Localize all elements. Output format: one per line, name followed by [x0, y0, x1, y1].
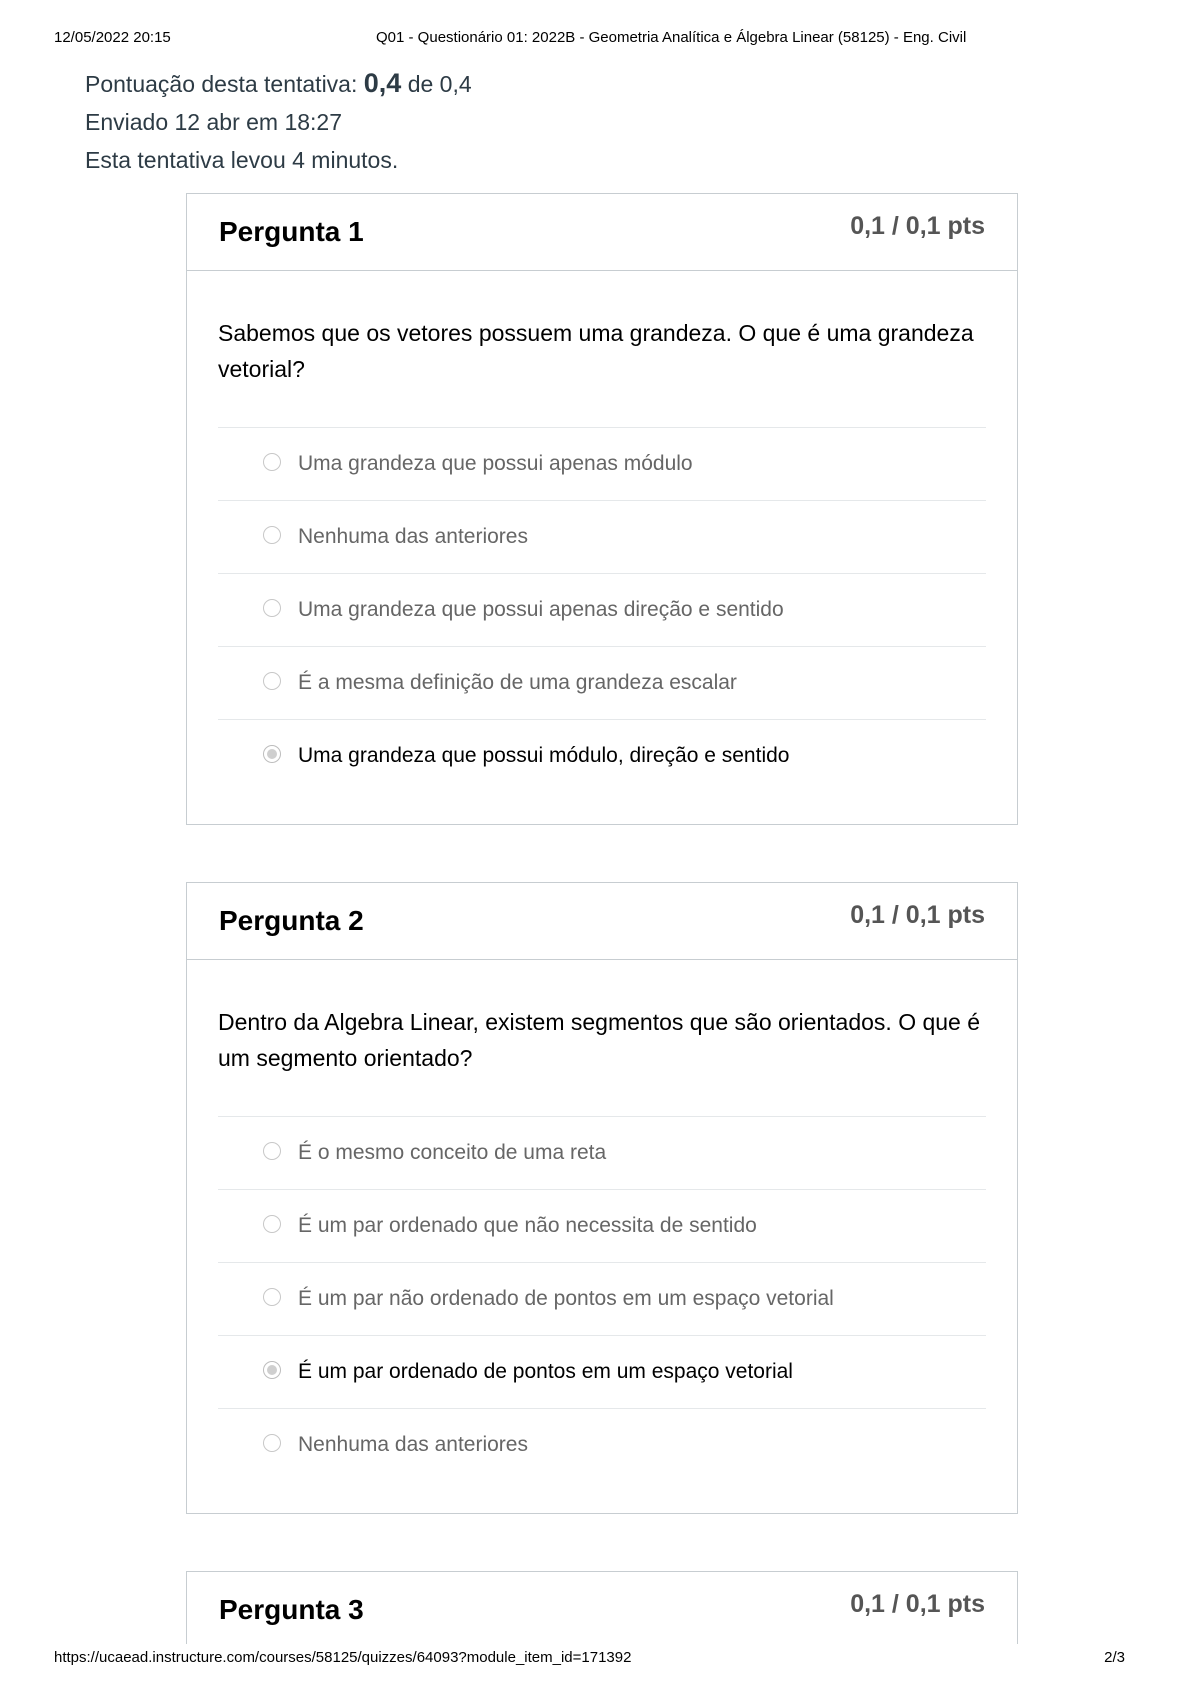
answer-label: Uma grandeza que possui apenas módulo — [298, 452, 693, 475]
question-text: Dentro da Algebra Linear, existem segmentos que são orientados. O que é um segmento orientado? — [218, 1009, 981, 1071]
attempt-score — [85, 64, 472, 103]
answer-label: Uma grandeza que possui apenas direção e sentido — [298, 598, 784, 621]
answer-label: Nenhuma das anteriores — [298, 1433, 528, 1456]
page-number: 2/3 — [1104, 1649, 1125, 1666]
radio-button-checked[interactable] — [263, 1361, 281, 1379]
answer-option[interactable] — [218, 1190, 986, 1263]
question-title: Pergunta 1 — [219, 216, 364, 247]
radio-button-checked[interactable] — [263, 745, 281, 763]
question-header — [187, 194, 1017, 271]
print-date: 12/05/2022 20:15 — [54, 29, 171, 46]
question-header — [187, 1572, 1017, 1644]
question-points: 0,1 / 0,1 pts — [850, 212, 985, 240]
answer-option-selected[interactable] — [218, 1336, 986, 1409]
question-header — [187, 883, 1017, 960]
answer-label: É a mesma definição de uma grandeza escalar — [298, 671, 737, 694]
score-total: de 0,4 — [407, 71, 472, 97]
score-value: 0,4 — [363, 68, 402, 98]
radio-button[interactable] — [263, 1288, 281, 1306]
radio-button[interactable] — [263, 1142, 281, 1160]
print-url: https://ucaead.instructure.com/courses/58125/quizzes/64093?module_item_id=171392 — [54, 1649, 632, 1666]
attempt-duration: Esta tentativa levou 4 minutos. — [85, 147, 399, 173]
score-label: Pontuação desta tentativa: — [85, 71, 358, 97]
question-title: Pergunta 3 — [219, 1594, 364, 1625]
answer-option[interactable] — [218, 428, 986, 501]
question-2 — [186, 882, 1018, 1514]
radio-button[interactable] — [263, 1215, 281, 1233]
answer-label: É um par não ordenado de pontos em um espaço vetorial — [298, 1287, 834, 1310]
answer-label: É um par ordenado de pontos em um espaço vetorial — [298, 1360, 793, 1383]
answer-list — [218, 1116, 986, 1481]
print-header — [54, 29, 1137, 51]
radio-button[interactable] — [263, 526, 281, 544]
submitted-time: Enviado 12 abr em 18:27 — [85, 109, 343, 135]
question-1 — [186, 193, 1018, 825]
print-page-title: Q01 - Questionário 01: 2022B - Geometria Analítica e Álgebra Linear (58125) - Eng. Civil — [376, 29, 967, 46]
question-points: 0,1 / 0,1 pts — [850, 1590, 985, 1618]
radio-button[interactable] — [263, 453, 281, 471]
question-title: Pergunta 2 — [219, 905, 364, 936]
answer-label: É um par ordenado que não necessita de sentido — [298, 1214, 757, 1237]
answer-label: Uma grandeza que possui módulo, direção e sentido — [298, 744, 790, 767]
question-text: Sabemos que os vetores possuem uma grandeza. O que é uma grandeza vetorial? — [218, 320, 974, 382]
answer-label: É o mesmo conceito de uma reta — [298, 1141, 607, 1164]
answer-label: Nenhuma das anteriores — [298, 525, 528, 548]
radio-button[interactable] — [263, 1434, 281, 1452]
answer-option[interactable] — [218, 1409, 986, 1481]
radio-button[interactable] — [263, 599, 281, 617]
answer-option[interactable] — [218, 574, 986, 647]
print-footer — [54, 1649, 1137, 1671]
answer-option[interactable] — [218, 1263, 986, 1336]
question-points: 0,1 / 0,1 pts — [850, 901, 985, 929]
radio-button[interactable] — [263, 672, 281, 690]
attempt-summary — [85, 64, 472, 179]
answer-option[interactable] — [218, 1117, 986, 1190]
answer-list — [218, 427, 986, 792]
answer-option[interactable] — [218, 647, 986, 720]
question-3 — [186, 1571, 1018, 1644]
answer-option-selected[interactable] — [218, 720, 986, 792]
answer-option[interactable] — [218, 501, 986, 574]
